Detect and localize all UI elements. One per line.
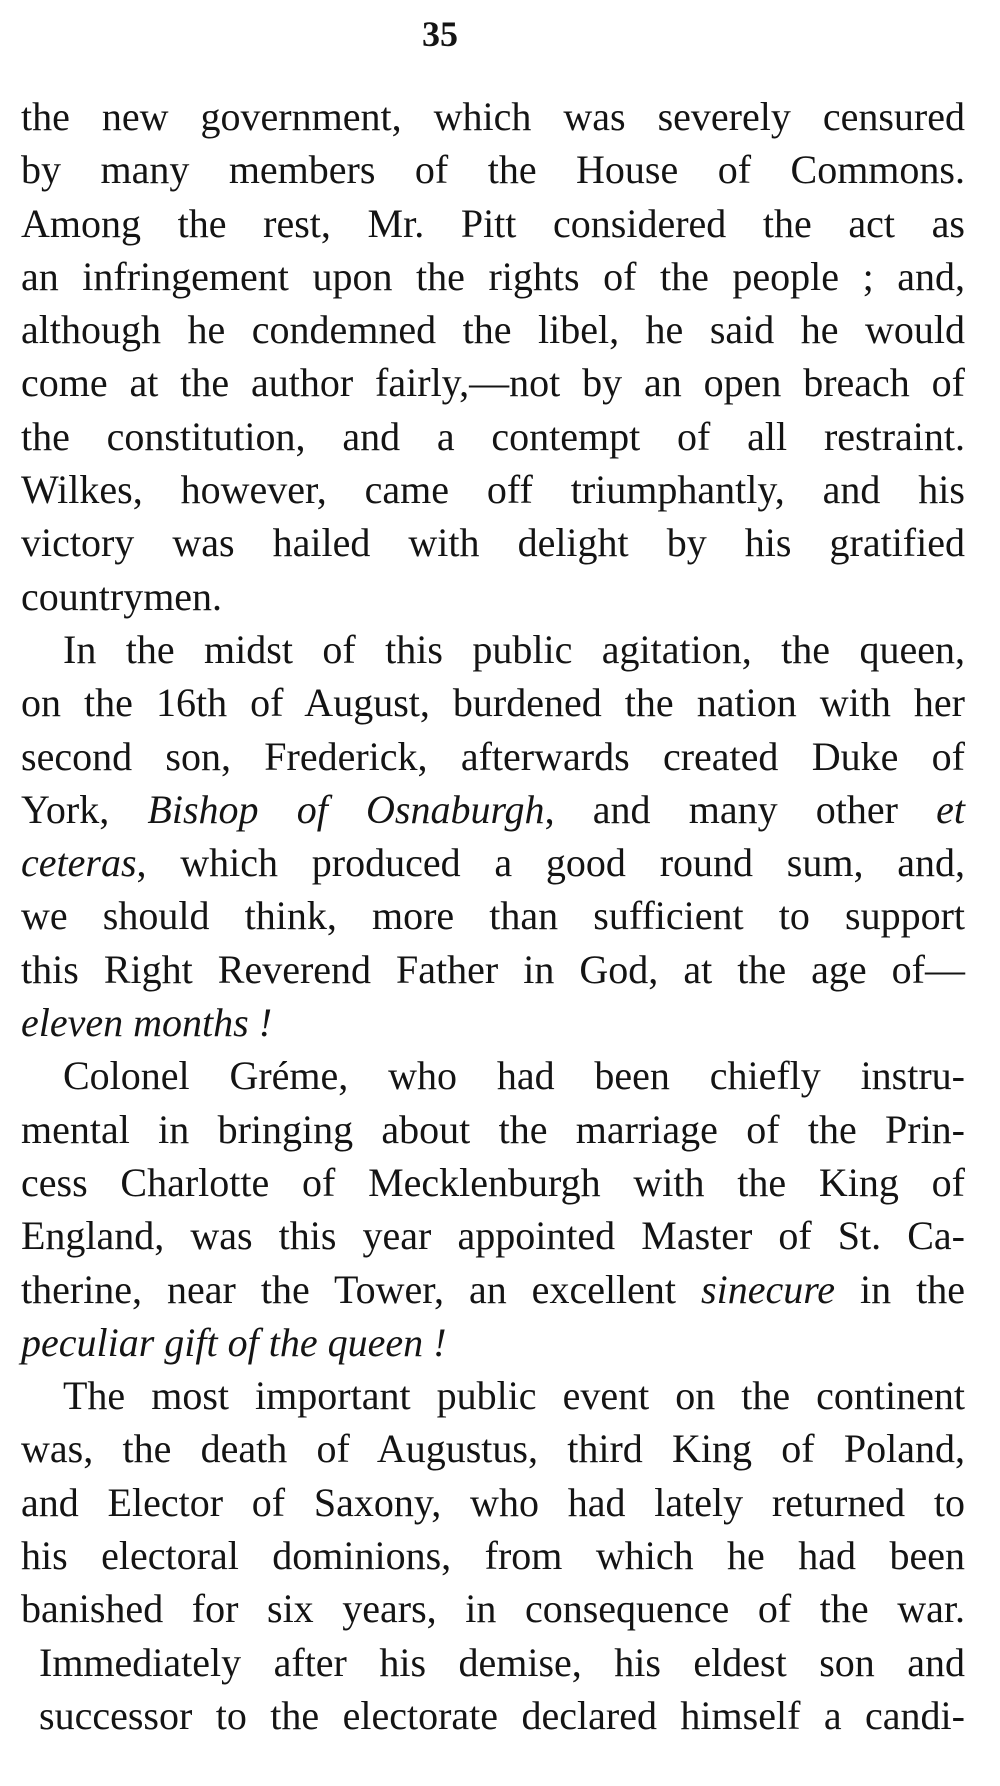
italic-text: eleven months ! bbox=[21, 1000, 273, 1046]
italic-text: ceteras bbox=[21, 840, 137, 886]
text-line: Wilkes, however, came off triumphantly, and his bbox=[21, 467, 965, 513]
text-line: although he condemned the libel, he said he would bbox=[21, 307, 965, 353]
text-line: an infringement upon the rights of the people ; and, bbox=[21, 253, 965, 299]
text-line: Among the rest, Mr. Pitt considered the act as bbox=[21, 200, 965, 246]
text-line: on the 16th of August, burdened the nation with her bbox=[21, 680, 965, 726]
text-line: we should think, more than sufficient to support bbox=[21, 893, 965, 939]
text-line: York, Bishop of Osnaburgh, and many other et bbox=[21, 786, 966, 832]
text-line: by many members of the House of Commons. bbox=[21, 147, 965, 193]
italic-text: sinecure bbox=[701, 1266, 836, 1312]
page-number: 35 bbox=[422, 14, 458, 54]
text-line: In the midst of this public agitation, the queen, bbox=[63, 626, 965, 672]
italic-text: peculiar gift of the queen ! bbox=[21, 1319, 447, 1365]
text-line: The most important public event on the continent bbox=[63, 1373, 965, 1419]
text-line bbox=[21, 996, 965, 1049]
text-line: the new government, which was severely censured bbox=[21, 94, 965, 139]
italic-text: Bishop of Osnaburgh bbox=[147, 786, 545, 832]
text-line: cess Charlotte of Mecklenburgh with the King of bbox=[21, 1159, 965, 1205]
text-line: countrymen. bbox=[21, 573, 223, 619]
text-line: was, the death of Augustus, third King of Poland, bbox=[21, 1426, 965, 1472]
text-line: successor to the electorate declared himself a candi- bbox=[39, 1692, 965, 1738]
text-line: banished for six years, in consequence of the war. bbox=[21, 1586, 965, 1632]
text-line: victory was hailed with delight by his gratified bbox=[21, 520, 965, 566]
text-line: this Right Reverend Father in God, at the age of— bbox=[21, 946, 965, 992]
text-line bbox=[21, 1316, 965, 1369]
text-line: the constitution, and a contempt of all restraint. bbox=[21, 413, 965, 459]
text-line: and Elector of Saxony, who had lately returned to bbox=[21, 1479, 965, 1525]
text-line: Colonel Gréme, who had been chiefly instru- bbox=[63, 1053, 965, 1099]
text-line: his electoral dominions, from which he had been bbox=[21, 1533, 965, 1579]
text-line: Immediately after his demise, his eldest son and bbox=[39, 1639, 965, 1685]
text-line: mental in bringing about the marriage of the Prin- bbox=[21, 1106, 965, 1152]
body-text bbox=[21, 90, 965, 1742]
text-line: come at the author fairly,—not by an open breach of bbox=[21, 360, 965, 406]
text-line: therine, near the Tower, an excellent sinecure in the bbox=[21, 1266, 966, 1312]
text-line: ceteras, which produced a good round sum, and, bbox=[21, 840, 965, 886]
text-line: second son, Frederick, afterwards created Duke of bbox=[21, 733, 965, 779]
text-line: England, was this year appointed Master of St. Ca- bbox=[21, 1213, 965, 1259]
italic-text: et bbox=[936, 786, 966, 832]
